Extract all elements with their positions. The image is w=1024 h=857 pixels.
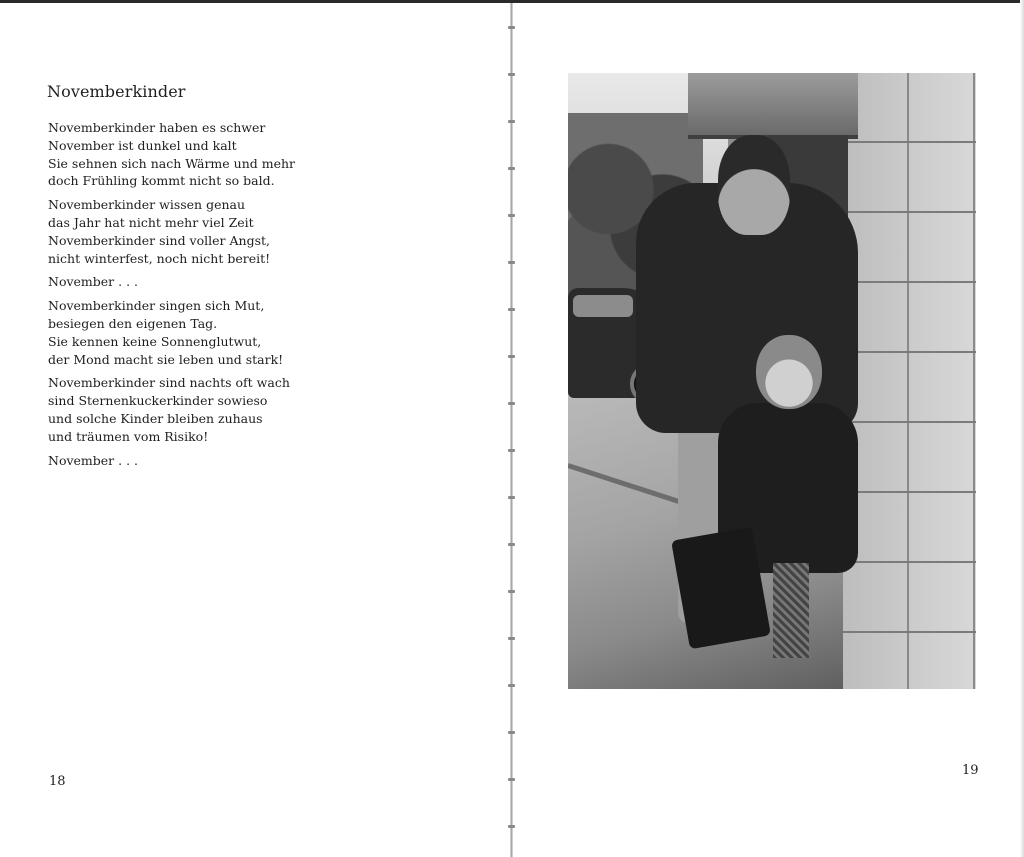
stanza-4 <box>48 374 378 445</box>
refrain-1 <box>48 273 378 291</box>
right-page <box>513 3 1020 857</box>
poem-title: Novemberkinder <box>47 82 186 101</box>
stanza-2 <box>48 196 378 267</box>
poem-line: sind Sternenkuckerkinder sowieso <box>48 393 268 409</box>
poem-line: Sie kennen keine Sonnenglutwut, <box>48 333 262 349</box>
poem-line: und solche Kinder bleiben zuhaus <box>48 410 263 426</box>
poem-line: besiegen den eigenen Tag. <box>48 315 218 331</box>
poem-body <box>48 119 378 475</box>
poem-line: Novemberkinder sind nachts oft wach <box>48 375 290 391</box>
scan-right-edge <box>1020 0 1024 857</box>
poem-line: das Jahr hat nicht mehr viel Zeit <box>48 214 254 230</box>
photo-child-head <box>756 335 822 409</box>
stanza-1 <box>48 119 378 190</box>
poem-line: November ist dunkel und kalt <box>48 137 237 153</box>
left-page <box>0 3 510 857</box>
page-number-right: 19 <box>962 763 979 778</box>
photo-car-window <box>573 295 633 317</box>
stanza-3 <box>48 297 378 368</box>
page-number-left: 18 <box>49 774 66 789</box>
poem-line: November . . . <box>48 274 138 290</box>
poem-line: Novemberkinder wissen genau <box>48 197 246 213</box>
poem-line: nicht winterfest, noch nicht bereit! <box>48 250 271 266</box>
refrain-2 <box>48 452 378 470</box>
photo-awning <box>688 73 858 139</box>
photo-man-head <box>718 135 790 235</box>
photo-brick-wall <box>843 73 976 689</box>
photo-child-legs <box>773 563 809 658</box>
poem-line: Novemberkinder haben es schwer <box>48 120 266 135</box>
poem-line: Novemberkinder sind voller Angst, <box>48 232 270 248</box>
poem-line: der Mond macht sie leben und stark! <box>48 351 284 367</box>
poem-line: und träumen vom Risiko! <box>48 428 209 444</box>
photograph-father-and-child <box>568 73 976 689</box>
poem-line: Novemberkinder singen sich Mut, <box>48 298 265 314</box>
poem-line: Sie sehnen sich nach Wärme und mehr <box>48 155 295 171</box>
poem-line: November . . . <box>48 452 138 468</box>
poem-line: doch Frühling kommt nicht so bald. <box>48 173 275 189</box>
